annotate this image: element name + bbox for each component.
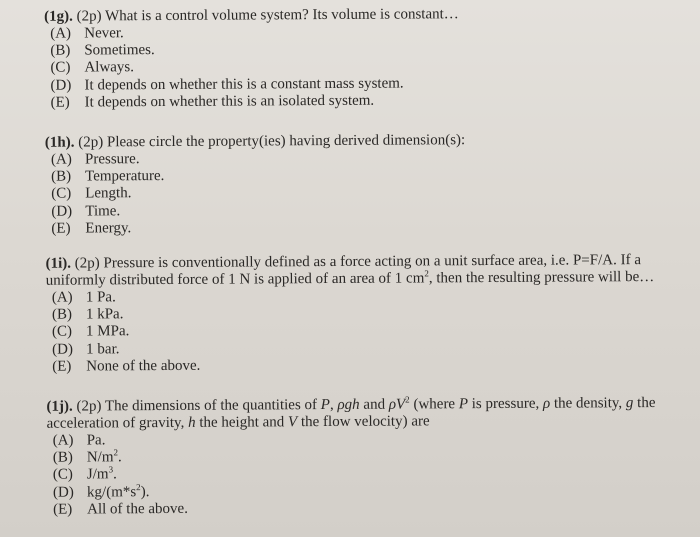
- option-list: [45, 148, 691, 238]
- option-text: Always.: [84, 59, 135, 76]
- option-label: (B): [52, 449, 73, 466]
- symbol-h: h: [187, 414, 196, 431]
- option-label: (A): [52, 432, 74, 449]
- option-text: Length.: [85, 185, 132, 202]
- question-number: (1j).: [46, 398, 73, 415]
- option-text: 1 Pa.: [85, 289, 116, 306]
- symbol-p: P: [320, 396, 330, 414]
- option-label: (C): [52, 466, 73, 484]
- option-label: (D): [51, 203, 73, 220]
- superscript: 2: [113, 447, 118, 458]
- symbol-h: h: [352, 396, 360, 413]
- option-label: (A): [50, 151, 72, 168]
- option-label: (D): [50, 77, 72, 94]
- option-text: It depends on whether this is an isolated system.: [84, 92, 375, 111]
- option-label: (A): [51, 289, 73, 306]
- question-number: (1g).: [44, 8, 73, 25]
- question-points: (2p): [78, 134, 104, 151]
- option-label: (B): [50, 42, 71, 59]
- question-text: (where: [413, 396, 456, 413]
- option-text: Temperature.: [85, 168, 165, 185]
- symbol-rho: ρ: [542, 395, 551, 412]
- question-text: The dimensions of the quantities of: [104, 397, 318, 415]
- question-stem: (1j). (2p) The dimensions of the quantities of P, ρgh and $\rho V^2$ (where P is pressure, ρ the density, g the acceleration of gravity, h the height and V the flow velocity) are: [46, 394, 656, 432]
- question-text: the flow velocity) are: [300, 413, 430, 431]
- question-1j: [46, 395, 692, 519]
- superscript: 2: [136, 481, 141, 492]
- option-label: (E): [50, 94, 70, 111]
- option-text: 1 MPa.: [85, 323, 130, 340]
- option-e[interactable]: [51, 217, 690, 238]
- option-label: (E): [53, 501, 73, 518]
- superscript: 3: [108, 464, 114, 475]
- option-label: (B): [51, 306, 72, 323]
- option-e[interactable]: [53, 498, 692, 519]
- symbol-rho-g: ρg: [337, 396, 353, 413]
- option-text: J/m: [86, 466, 109, 483]
- option-text: Sometimes.: [84, 42, 155, 59]
- question-number: (1h).: [44, 134, 75, 151]
- question-1g: [44, 5, 690, 112]
- option-list: [46, 286, 692, 376]
- option-label: (A): [50, 25, 72, 42]
- option-text: It depends on whether this is a constant mass system.: [84, 75, 404, 94]
- option-list: [44, 22, 690, 112]
- option-text: Pa.: [86, 432, 106, 449]
- symbol-rho: ρ: [388, 396, 397, 413]
- option-label: (C): [50, 59, 71, 77]
- question-1i: [46, 252, 692, 376]
- question-number: (1i).: [45, 255, 72, 272]
- question-text: What is a control volume system? Its volume is constant…: [105, 6, 459, 25]
- option-text-end: ).: [140, 483, 150, 500]
- question-points: (2p): [74, 255, 100, 272]
- superscript: 2: [424, 268, 429, 279]
- option-e[interactable]: [51, 91, 690, 112]
- option-e[interactable]: [52, 355, 691, 376]
- option-text-end: .: [113, 466, 117, 483]
- symbol-g: g: [625, 395, 634, 412]
- option-label: (C): [51, 323, 73, 341]
- option-label: (D): [52, 341, 74, 358]
- question-text: the density,: [553, 395, 623, 412]
- question-1h: [45, 131, 691, 238]
- symbol-v: V: [395, 396, 406, 413]
- option-text: 1 kPa.: [85, 306, 124, 323]
- option-label: (B): [51, 168, 72, 185]
- option-label: (C): [51, 185, 72, 203]
- question-text: and: [363, 396, 386, 413]
- question-points: (2p): [76, 8, 102, 25]
- option-text: All of the above.: [87, 500, 188, 518]
- question-text-end: , then the resulting pressure will be…: [428, 269, 655, 287]
- question-text: the acceleration of gravity,: [46, 395, 656, 432]
- option-text: N/m: [86, 449, 114, 466]
- option-label: (E): [52, 358, 72, 375]
- question-text: the height and: [199, 414, 285, 431]
- symbol-p: P: [458, 396, 469, 413]
- option-text: None of the above.: [86, 357, 201, 375]
- question-stem: [46, 252, 691, 290]
- option-text: 1 bar.: [86, 340, 120, 358]
- option-text: Never.: [84, 25, 124, 42]
- option-list: [47, 429, 693, 519]
- option-text-end: .: [117, 449, 122, 466]
- question-points: (2p): [76, 398, 102, 415]
- option-text: Pressure.: [84, 151, 140, 168]
- option-label: (E): [51, 220, 71, 237]
- option-text: Energy.: [85, 220, 132, 237]
- question-text: Pressure is conventionally defined as a force acting on a unit surface area, i.e. P=F/A. If a uniformly distributed force of 1 N is applied of an area of 1 cm: [45, 252, 642, 289]
- symbol-v: V: [287, 414, 298, 431]
- superscript: 2: [405, 394, 410, 405]
- option-text: kg/(m*s: [86, 483, 137, 501]
- question-text: is pressure,: [471, 395, 540, 413]
- option-text: Time.: [85, 202, 121, 220]
- question-text: Please circle the property(ies) having derived dimension(s):: [106, 132, 466, 151]
- option-label: (D): [52, 484, 74, 501]
